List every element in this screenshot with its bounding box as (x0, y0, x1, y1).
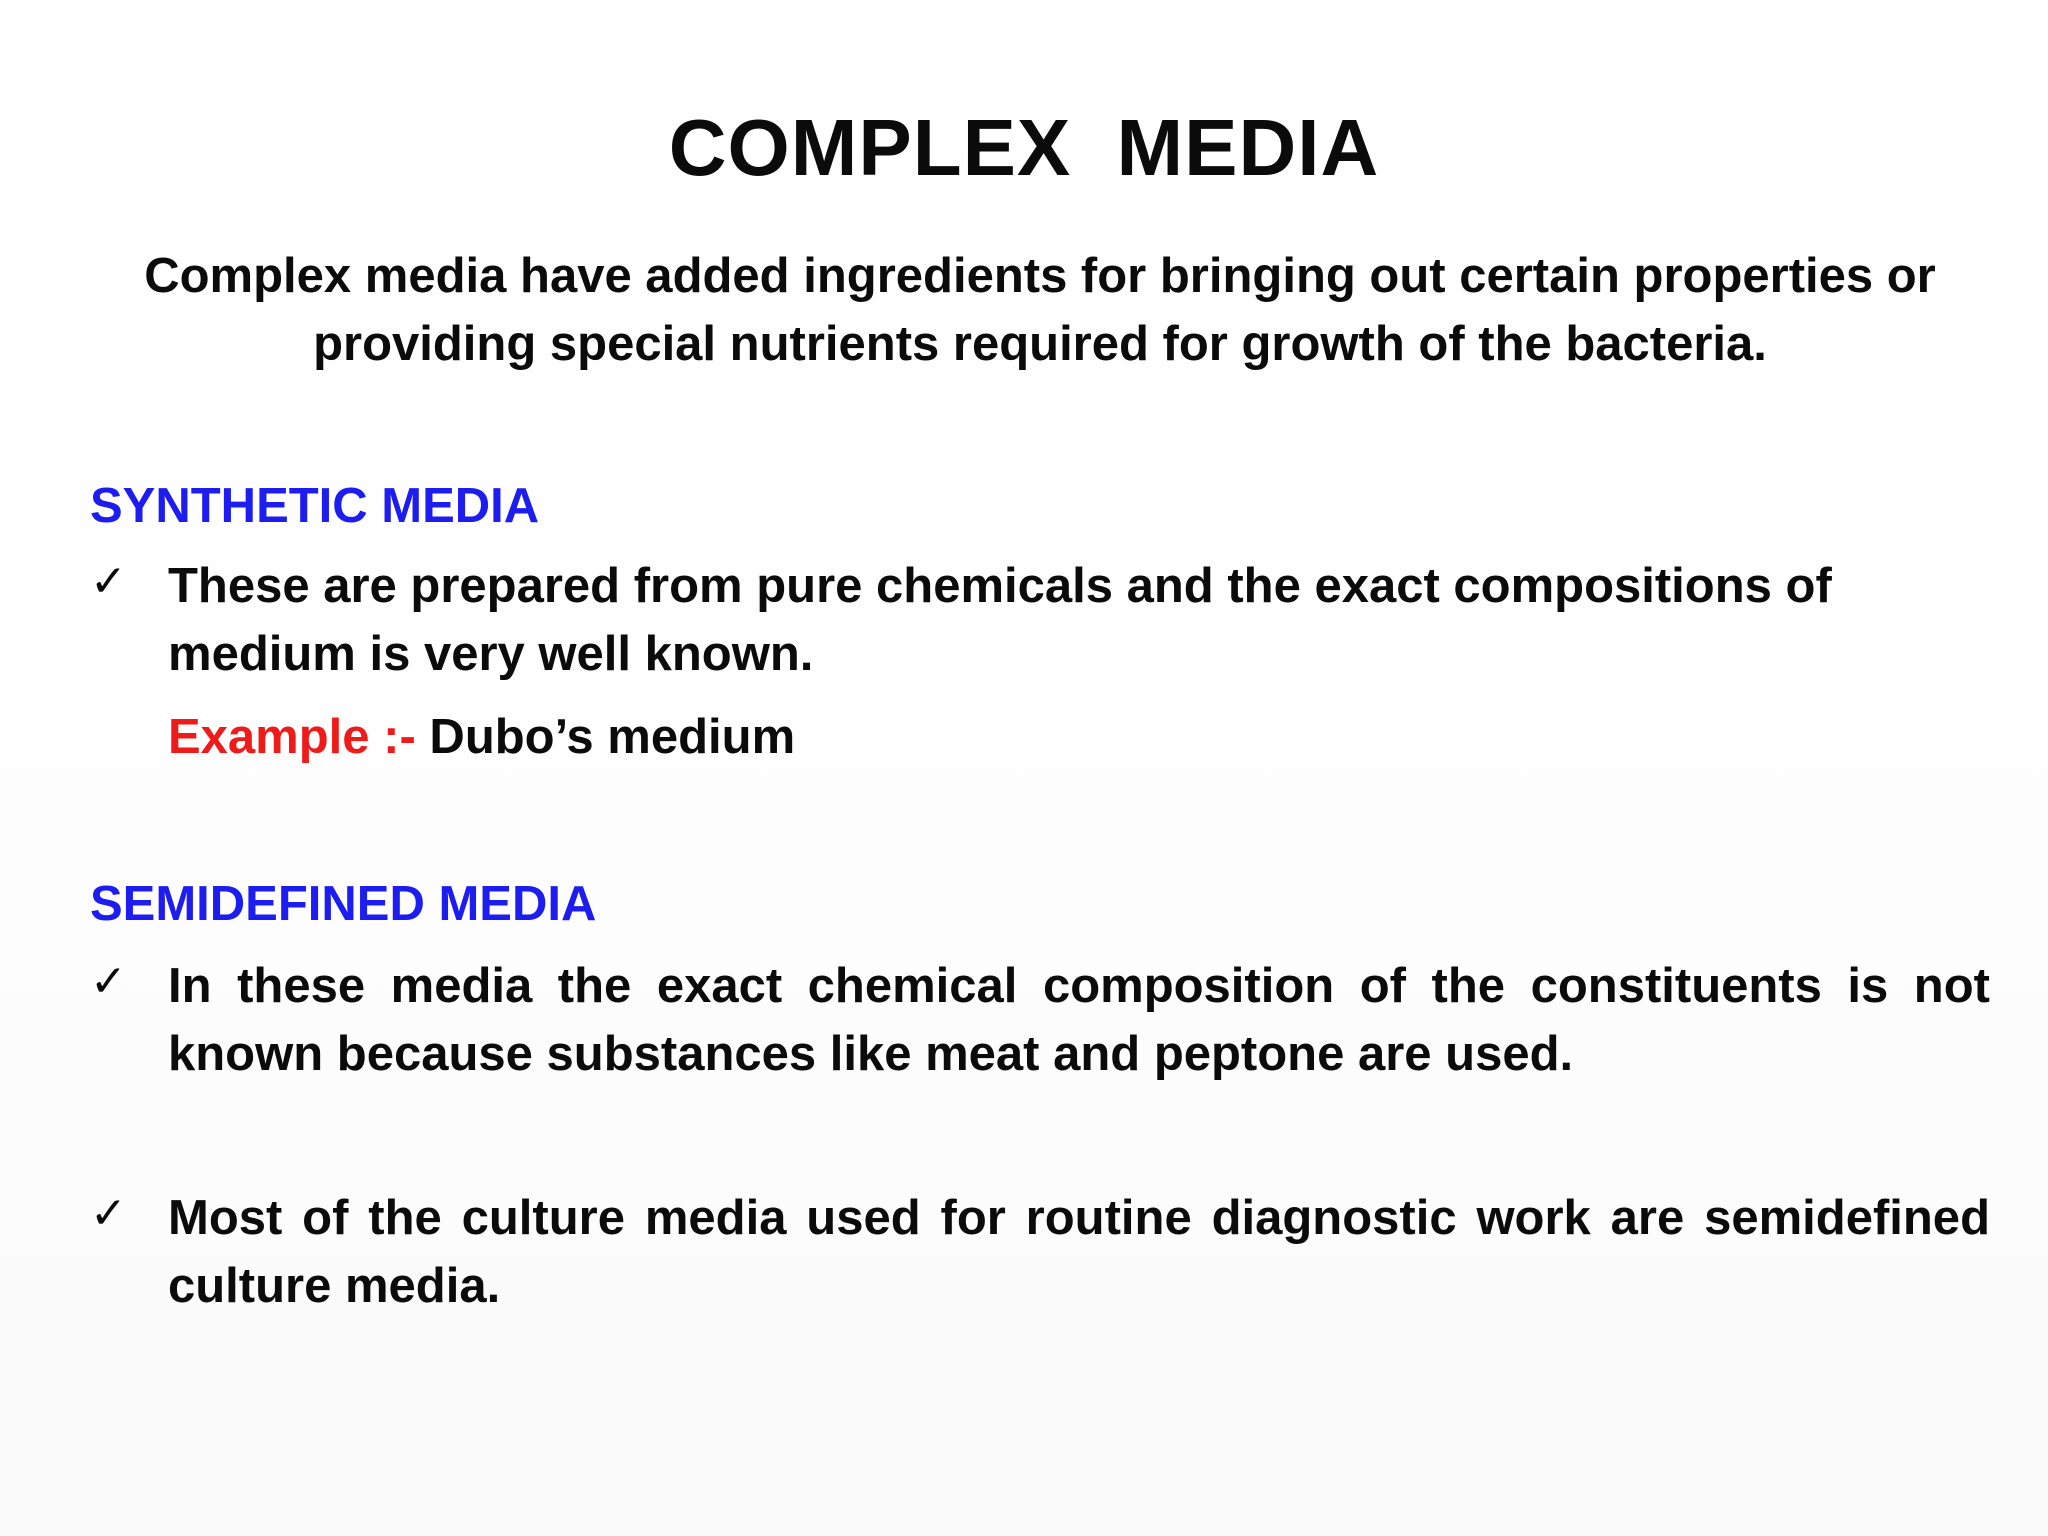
bullet-synthetic-1 (90, 552, 1990, 688)
check-icon: ✓ (90, 1188, 127, 1239)
bullet-text: Most of the culture media used for routine diagnostic work are semidefined culture media. (168, 1191, 1990, 1313)
example-label: Example :- (168, 710, 416, 764)
slide-title: COMPLEX MEDIA (668, 103, 1380, 192)
example-value: Dubo’s medium (415, 710, 796, 764)
bullet-text: In these media the exact chemical composition of the constituents is not known because substances like meat and peptone are used. (168, 959, 1990, 1081)
heading-synthetic-media: SYNTHETIC MEDIA (90, 479, 540, 533)
bullet-semidefined-2 (90, 1184, 1990, 1320)
heading-semidefined-media: SEMIDEFINED MEDIA (90, 877, 597, 931)
example-line (168, 703, 795, 771)
intro-text: Complex media have added ingredients for bringing out certain properties or providing special nutrients required for growth of the bacteria. (144, 249, 1936, 371)
bullet-semidefined-1 (90, 952, 1990, 1088)
bullet-text: These are prepared from pure chemicals and the exact compositions of medium is very well known. (168, 559, 1832, 681)
check-icon: ✓ (90, 556, 127, 607)
check-icon: ✓ (90, 956, 127, 1007)
